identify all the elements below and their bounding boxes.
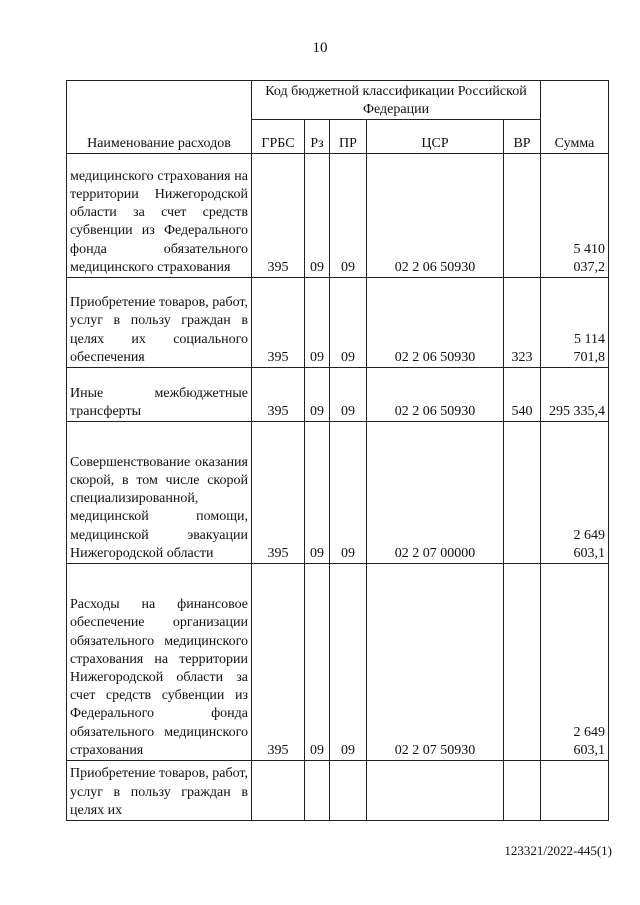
grbs-code: 395: [252, 154, 305, 278]
sum-value: 295 335,4: [541, 368, 609, 422]
table-row: [67, 278, 609, 368]
expense-name: Иные межбюджетные трансферты: [67, 368, 252, 422]
table-row: [67, 761, 609, 821]
csr-code: [367, 761, 504, 821]
vr-code: 323: [504, 278, 541, 368]
pr-code: 09: [330, 154, 367, 278]
rz-code: 09: [305, 368, 330, 422]
col-header-pr: ПР: [330, 120, 367, 154]
grbs-code: [252, 761, 305, 821]
page-number: 10: [312, 40, 328, 56]
budget-table: [66, 80, 609, 821]
sum-value: 5 410 037,2: [541, 154, 609, 278]
csr-code: 02 2 07 50930: [367, 564, 504, 761]
csr-code: 02 2 07 00000: [367, 422, 504, 564]
rz-code: 09: [305, 564, 330, 761]
expense-name: Совершенствование оказания скорой, в том числе скорой специализированной, медицинской помощи, медицинской эвакуации Нижегородской области: [67, 422, 252, 564]
table-row: [67, 368, 609, 422]
csr-code: 02 2 06 50930: [367, 368, 504, 422]
col-header-sum: Сумма: [541, 81, 609, 154]
pr-code: 09: [330, 422, 367, 564]
rz-code: 09: [305, 154, 330, 278]
pr-code: 09: [330, 368, 367, 422]
col-header-csr: ЦСР: [367, 120, 504, 154]
pr-code: 09: [330, 278, 367, 368]
grbs-code: 395: [252, 564, 305, 761]
grbs-code: 395: [252, 278, 305, 368]
col-header-vr: ВР: [504, 120, 541, 154]
pr-code: 09: [330, 564, 367, 761]
col-header-name: Наименование расходов: [67, 81, 252, 154]
rz-code: [305, 761, 330, 821]
col-header-grbs: ГРБС: [252, 120, 305, 154]
table-row: [67, 422, 609, 564]
expense-name: Приобретение товаров, работ, услуг в пользу граждан в целях их социального обеспечения: [67, 278, 252, 368]
expense-name: Расходы на финансовое обеспечение организации обязательного медицинского страхования на территории Нижегородской области за счет средств субвенции из Федерального фонда обязательного медицинского страхования: [67, 564, 252, 761]
header-row: [67, 81, 609, 120]
vr-code: [504, 761, 541, 821]
table-row: [67, 564, 609, 761]
sum-value: 2 649 603,1: [541, 564, 609, 761]
rz-code: 09: [305, 278, 330, 368]
vr-code: [504, 422, 541, 564]
col-header-code-group: Код бюджетной классификации Российской Федерации: [252, 81, 541, 120]
vr-code: 540: [504, 368, 541, 422]
grbs-code: 395: [252, 368, 305, 422]
vr-code: [504, 154, 541, 278]
vr-code: [504, 564, 541, 761]
sum-value: 2 649 603,1: [541, 422, 609, 564]
sum-value: 5 114 701,8: [541, 278, 609, 368]
document-registration-code: 123321/2022-445(1): [504, 843, 612, 858]
table-row: [67, 154, 609, 278]
pr-code: [330, 761, 367, 821]
expense-name: Приобретение товаров, работ, услуг в пользу граждан в целях их: [67, 761, 252, 821]
csr-code: 02 2 06 50930: [367, 278, 504, 368]
csr-code: 02 2 06 50930: [367, 154, 504, 278]
grbs-code: 395: [252, 422, 305, 564]
expense-name: медицинского страхования на территории Нижегородской области за счет средств субвенции из Федерального фонда обязательного медицинского страхования: [67, 154, 252, 278]
sum-value: [541, 761, 609, 821]
rz-code: 09: [305, 422, 330, 564]
col-header-rz: Рз: [305, 120, 330, 154]
